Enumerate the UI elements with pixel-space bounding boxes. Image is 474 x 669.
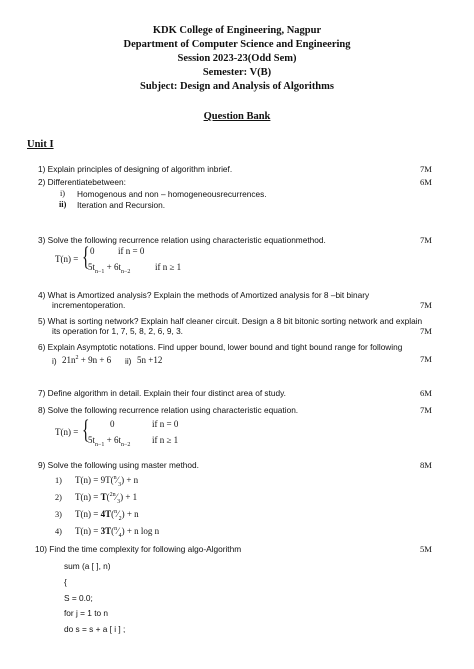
q9-part-1-num: 1) (55, 476, 62, 485)
question-4-line1: 4) What is Amortized analysis? Explain the methods of Amortized analysis for 8 –bit binary (38, 290, 370, 300)
question-8: 8) Solve the following recurrence relation using characteristic equation. (38, 405, 299, 415)
q9-part-3: $T(n) = 4T(^n⁄_2) + n$ (75, 509, 139, 522)
q3-recurrence-lhs: T(n) = (55, 254, 79, 264)
q6-part-i: i) (52, 356, 57, 366)
question-4-line2: incrementoperation. (52, 300, 126, 310)
document-title: Question Bank (203, 111, 271, 122)
q8-case1-condition: if n = 0 (152, 419, 179, 429)
marks-q1: 7M (420, 164, 432, 174)
q8-case2-value: $5t_{n-1} + 6t_{n-2}$ (88, 435, 131, 448)
question-2: 2) Differentiatebetween: (38, 177, 126, 187)
question-6: 6) Explain Asymptotic notations. Find upper bound, lower bound and tight bound range for following (38, 342, 403, 352)
marks-q5: 7M (420, 326, 432, 336)
marks-q2: 6M (420, 177, 432, 187)
q10-code-line: S = 0.0; (64, 593, 93, 603)
question-1: 1) Explain principles of designing of algorithm inbrief. (38, 164, 233, 174)
q9-part-4-num: 4) (55, 527, 62, 536)
q2-sub-i: Homogenous and non – homogeneousrecurrences. (77, 189, 267, 199)
q3-brace: { (82, 242, 90, 271)
marks-q9: 8M (420, 460, 432, 470)
q8-case2-condition: if n ≥ 1 (152, 435, 179, 445)
unit-heading: Unit I (27, 139, 54, 150)
q2-sub-ii-num: ii) (59, 200, 67, 209)
question-7: 7) Define algorithm in detail. Explain their four distinct area of study. (38, 388, 286, 398)
q9-part-3-num: 3) (55, 510, 62, 519)
q3-case2-value: $5t_{n-1} + 6t_{n-2}$ (88, 262, 131, 275)
college-name: KDK College of Engineering, Nagpur (152, 25, 322, 36)
question-3: 3) Solve the following recurrence relation using characteristic equationmethod. (38, 235, 326, 245)
q9-part-2-num: 2) (55, 493, 62, 502)
q9-part-4: $T(n) = 3T(^n⁄_4) + n$ log n (75, 526, 160, 539)
q8-brace: { (82, 415, 90, 444)
q10-code-line: for j = 1 to n (64, 608, 109, 618)
q10-code-line: { (64, 577, 67, 587)
q3-case1-value: 0 (90, 246, 95, 256)
marks-q3: 7M (420, 235, 432, 245)
marks-q7: 6M (420, 388, 432, 398)
department-name: Department of Computer Science and Engineering (123, 39, 351, 50)
subject-line: Subject: Design and Analysis of Algorithms (140, 81, 334, 92)
q3-case1-condition: if n = 0 (118, 246, 145, 256)
marks-q8: 7M (420, 405, 432, 415)
q8-case1-value: 0 (110, 419, 115, 429)
q10-code-line: sum (a [ ], n) (64, 561, 111, 571)
question-10: 10) Find the time complexity for following algo-Algorithm (35, 544, 242, 554)
question-5-line1: 5) What is sorting network? Explain half cleaner circuit. Design a 8 bit bitonic sorting network and explain (38, 316, 423, 326)
semester-line: Semester: V(B) (202, 67, 272, 78)
question-9: 9) Solve the following using master method. (38, 460, 199, 470)
marks-q10: 5M (420, 544, 432, 554)
q9-part-2: $T(n) = T(^{2n}⁄_3) + 1$ (75, 492, 138, 505)
q10-code-line: do s = s + a [ i ] ; (64, 624, 126, 634)
q2-sub-ii: Iteration and Recursion. (77, 200, 166, 210)
q6-part-ii: ii) (125, 356, 132, 366)
q9-part-1: $T(n) = 9T(^n⁄_3) + n$ (75, 475, 139, 488)
q6-expression-1: $21n^2 + 9n + 6$ (62, 355, 112, 365)
q8-recurrence-lhs: T(n) = (55, 427, 79, 437)
q2-sub-i-num: i) (60, 189, 66, 198)
q3-case2-condition: if n ≥ 1 (155, 262, 182, 272)
marks-q4: 7M (420, 300, 432, 310)
session-line: Session 2023-23(Odd Sem) (177, 53, 297, 64)
marks-q6: 7M (420, 354, 432, 364)
question-5-line2: its operation for 1, 7, 5, 8, 2, 6, 9, 3. (52, 326, 183, 336)
q6-expression-2: 5n +12 (137, 355, 163, 365)
